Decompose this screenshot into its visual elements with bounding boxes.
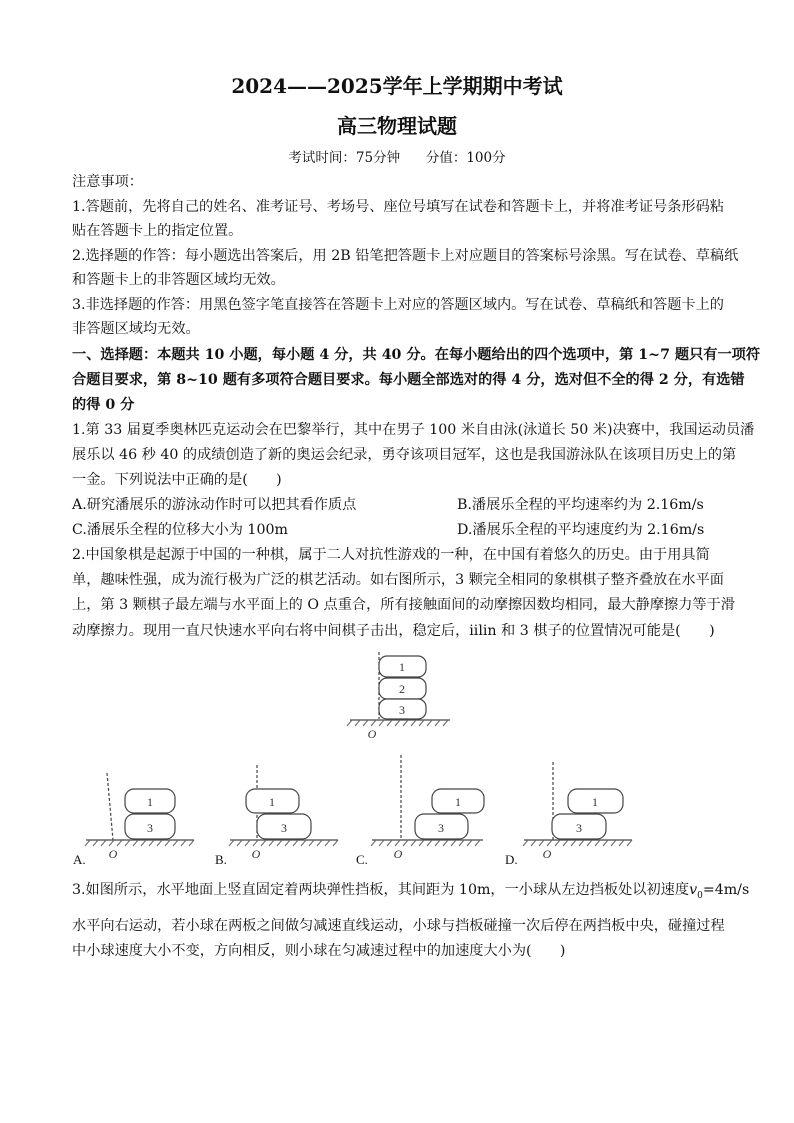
q1-option-b: B.潘展乐全程的平均速率约为 2.16m/s [457,497,704,513]
exam-title: 2024——2025学年上学期期中考试 [231,74,563,98]
ground-hatch [347,720,448,726]
v0-subscript: 0 [697,890,703,901]
q2-stem: 上，第 3 颗棋子最左端与水平面上的 O 点重合，所有接触面间的动摩擦因数均相同，最大静摩擦力等于滑 [72,597,735,613]
q3-stem: 水平向右运动，若小球在两板之间做匀减速直线运动，小球与挡板碰撞一次后停在两挡板中央，碰撞过程 [72,918,725,934]
origin-label: O [542,847,552,861]
coin-label: 3 [147,821,153,835]
q1-option-a: A.研究潘展乐的游泳动作时可以把其看作质点 [72,497,357,513]
ground-hatch [523,840,632,846]
origin-label: O [108,847,118,861]
section-instructions: 一、选择题：本题共 10 小题，每小题 4 分，共 40 分。在每小题给出的四个选项中，第 1~7 题只有一项符 [72,347,761,363]
q2-stem: 单，趣味性强，成为流行极为广泛的棋艺活动。如右图所示，3 颗完全相同的象棋棋子整齐叠放在水平面 [72,572,724,588]
notes-line: 和答题卡上的非答题区域均无效。 [72,272,285,288]
coin-label: 1 [592,795,598,809]
option-label-c: C. [356,852,368,867]
coin-label: 1 [399,660,405,674]
origin-label: O [367,727,377,741]
q2-stem: 动摩擦力。现用一直尺快速水平向右将中间棋子击出，稳定后，iilin 和 3 棋子的位置情况可能是( ) [72,623,715,639]
q1-option-c: C.潘展乐全程的位移大小为 100m [72,522,288,538]
ground-hatch [229,840,338,846]
coin-label: 1 [455,795,461,809]
coin-label: 3 [399,703,405,717]
coin-label: 1 [147,795,153,809]
section-instructions: 的得 0 分 [72,397,135,413]
q1-stem: 一金。下列说法中正确的是( ) [72,472,282,488]
origin-label: O [393,847,403,861]
exam-score: 分值：100分 [425,150,506,166]
section-instructions: 合题目要求，第 8~10 题有多项符合题目要求。每小题全部选对的得 4 分，选对但不全的得 2 分，有选错 [72,372,745,388]
coin-label: 3 [576,821,582,835]
q3-stem: 中小球速度大小不变，方向相反，则小球在匀减速过程中的加速度大小为( ) [72,943,566,959]
coin-label: 3 [281,821,287,835]
notes-line: 3.非选择题的作答：用黑色签字笔直接答在答题卡上对应的答题区域内。写在试卷、草稿纸和答题卡上的 [72,297,724,313]
exam-subject: 高三物理试题 [337,114,457,138]
v0-symbol: v [689,882,698,898]
exam-time: 考试时间：75分钟 [288,150,401,166]
notes-line: 非答题区域均无效。 [72,321,200,337]
ground-hatch [371,840,480,846]
dashed-reference-line [107,773,113,840]
option-label-d: D. [505,852,518,867]
coin-label: 1 [269,795,275,809]
ground-hatch [85,840,194,846]
option-label-a: A. [73,852,86,867]
option-label-b: B. [215,852,227,867]
q1-stem: 展乐以 46 秒 40 的成绩创造了新的奥运会纪录，勇夺该项目冠军，这也是我国游泳队在该项目历史上的第 [72,447,737,463]
notes-line: 贴在答题卡上的指定位置。 [72,223,243,239]
notes-heading: 注意事项： [72,174,143,190]
q2-stem: 2.中国象棋是起源于中国的一种棋，属于二人对抗性游戏的一种，在中国有着悠久的历史。由于用具简 [72,547,710,563]
q1-option-d: D.潘展乐全程的平均速度约为 2.16m/s [457,522,705,538]
q3-stem [72,880,749,906]
q3-line: 3.如图所示，水平地面上竖直固定着两块弹性挡板，其间距为 10m，一小球从左边挡板处以初速度 [72,882,690,898]
v0-value: =4m/s [702,882,750,898]
coin-label: 2 [399,682,405,696]
notes-line: 1.答题前，先将自己的姓名、准考证号、考场号、座位号填写在试卷和答题卡上，并将准考证号条形码粘 [72,199,724,215]
coin-label: 3 [438,821,444,835]
origin-label: O [251,847,261,861]
notes-line: 2.选择题的作答：每小题选出答案后，用 2B 铅笔把答题卡上对应题目的答案标号涂黑。写在试卷、草稿纸 [72,248,739,264]
q1-stem: 1.第 33 届夏季奥林匹克运动会在巴黎举行，其中在男子 100 米自由泳(泳道长 50 米)决赛中，我国运动员潘 [72,422,755,438]
